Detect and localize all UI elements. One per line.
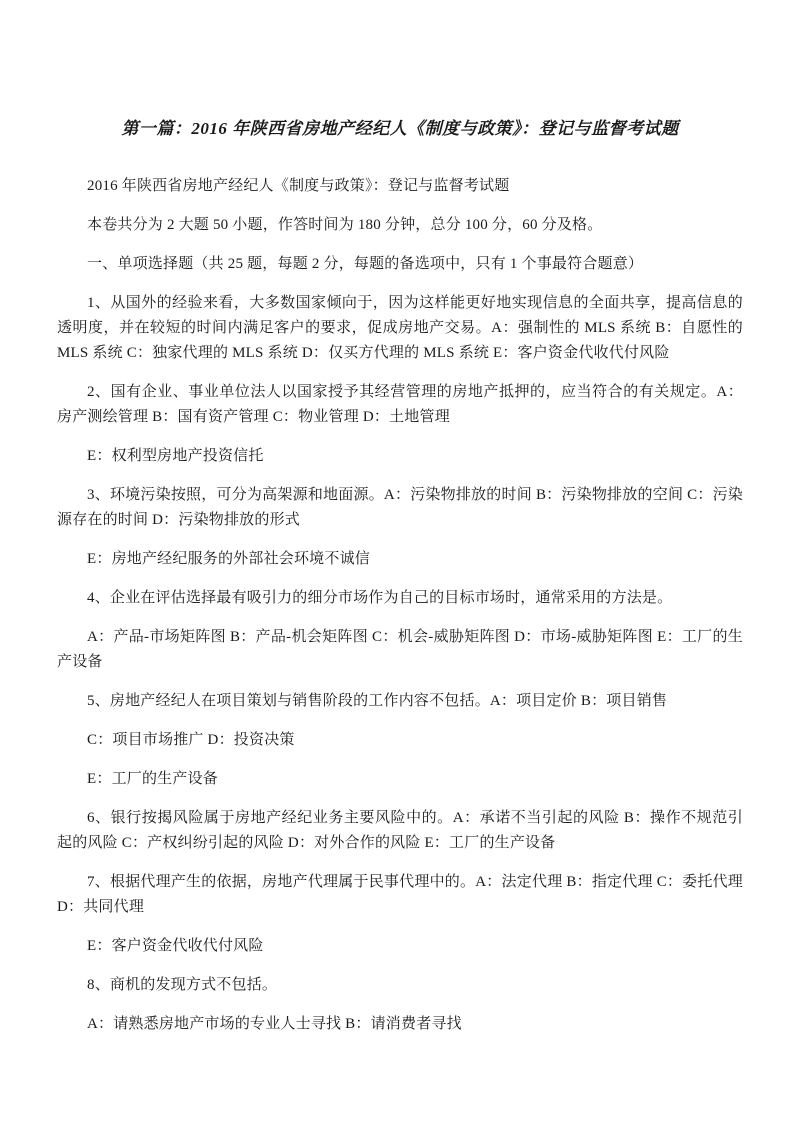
paragraph-subtitle: 2016 年陕西省房地产经纪人《制度与政策》：登记与监督考试题 xyxy=(87,178,510,194)
document-title: 第一篇：2016 年陕西省房地产经纪人《制度与政策》：登记与监督考试题 xyxy=(121,119,679,138)
question-6: 6、银行按揭风险属于房地产经纪业务主要风险中的。A：承诺不当引起的风险 B：操作不规范引起的风险 C：产权纠纷引起的风险 D：对外合作的风险 E：工厂的生产设备 xyxy=(57,810,743,851)
question-8: 8、商机的发现方式不包括。 xyxy=(87,977,278,993)
question-7: 7、根据代理产生的依据，房地产代理属于民事代理中的。A：法定代理 B：指定代理 C：委托代理 D：共同代理 xyxy=(57,874,743,915)
question-4: 4、企业在评估选择最有吸引力的细分市场作为自己的目标市场时，通常采用的方法是。 xyxy=(87,590,673,606)
question-4-options: A：产品-市场矩阵图 B：产品-机会矩阵图 C：机会-威胁矩阵图 D：市场-威胁矩阵图 E：工厂的生产设备 xyxy=(57,629,743,670)
question-2: 2、国有企业、事业单位法人以国家授予其经营管理的房地产抵押的，应当符合的有关规定。A：房产测绘管理 B：国有资产管理 C：物业管理 D：土地管理 xyxy=(57,384,743,425)
question-5-option-e: E：工厂的生产设备 xyxy=(87,771,218,787)
question-5-options-cd: C：项目市场推广 D：投资决策 xyxy=(87,732,295,748)
question-1: 1、从国外的经验来看，大多数国家倾向于，因为这样能更好地实现信息的全面共享，提高信息的透明度，并在较短的时间内满足客户的要求，促成房地产交易。A：强制性的 MLS 系统 B：自愿性的 MLS 系统 C：独家代理的 MLS 系统 D：仅买方代理的 MLS 系统 E：客户资金代收代付风险 xyxy=(57,295,743,361)
question-2-option-e: E：权利型房地产投资信托 xyxy=(87,448,264,464)
question-5: 5、房地产经纪人在项目策划与销售阶段的工作内容不包括。A：项目定价 B：项目销售 xyxy=(87,693,668,709)
question-7-option-e: E：客户资金代收代付风险 xyxy=(87,938,264,954)
paragraph-section-heading: 一、单项选择题（共 25 题，每题 2 分，每题的备选项中，只有 1 个事最符合题意） xyxy=(87,256,644,272)
question-8-options-ab: A：请熟悉房地产市场的专业人士寻找 B：请消费者寻找 xyxy=(87,1016,462,1032)
question-3-option-e: E：房地产经纪服务的外部社会环境不诚信 xyxy=(87,551,370,567)
question-3: 3、环境污染按照，可分为高架源和地面源。A：污染物排放的时间 B：污染物排放的空间 C：污染源存在的时间 D：污染物排放的形式 xyxy=(57,487,743,528)
paragraph-exam-info: 本卷共分为 2 大题 50 小题，作答时间为 180 分钟，总分 100 分，60 分及格。 xyxy=(87,217,603,233)
